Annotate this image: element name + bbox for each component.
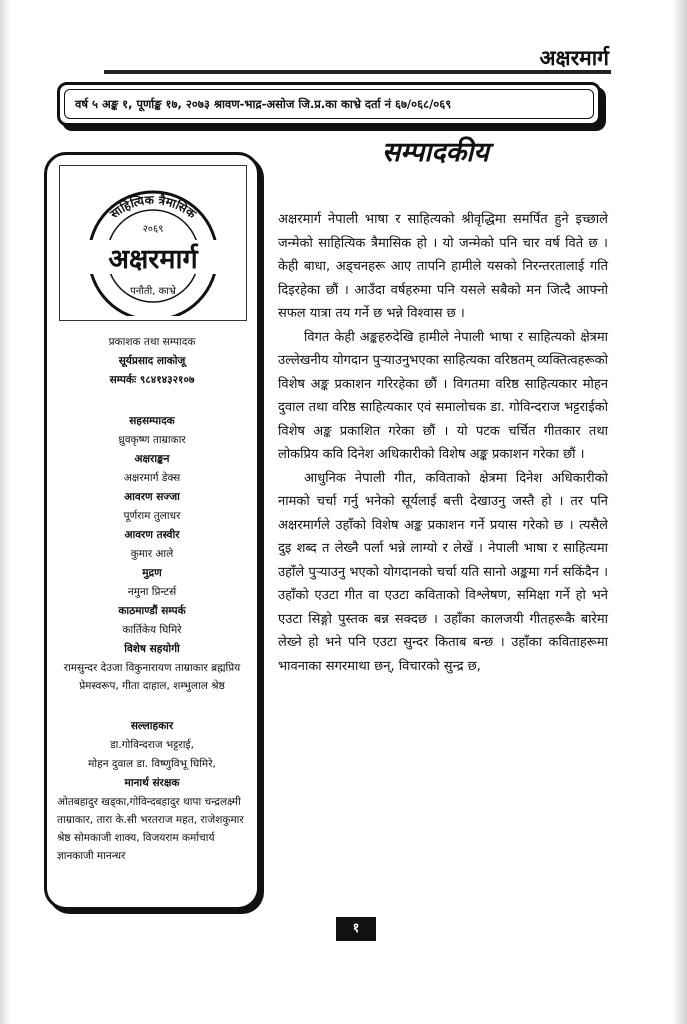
special-help-names: रामसुन्दर देउजा विकुनारायण ताम्राकार ब्रह्मप्रिय प्रेमस्वरूप, गीता दाहाल, शम्भुलाल श्रेष्ठ <box>63 662 241 692</box>
printing-name: नमुना प्रिन्टर्स <box>127 586 177 598</box>
typesetting-label: अक्षराङ्कन <box>134 453 170 465</box>
publisher-label: प्रकाशक तथा सम्पादक <box>108 336 196 348</box>
cover-photo-name: कुमार आले <box>130 548 174 560</box>
editorial-title: सम्पादकीय <box>382 137 489 168</box>
co-editor-name: ध्रुवकृष्ण ताम्राकार <box>118 434 186 446</box>
patron-names: ओतबहादुर खड्का,गोविन्दबहादुर थापा चन्द्रलक्ष्मी ताम्राकार, तारा के.सी भरतराज महत, राजेशकुमार श्रेष्ठ सोमकाजी शाक्य, विजयराम कर्माचार्य ज्ञानकाजी मानन्धर <box>57 796 244 862</box>
issue-info-box <box>57 82 601 126</box>
printing-label: मुद्रण <box>142 567 162 579</box>
issue-info-text: वर्ष ५ अङ्क १, पूर्णाङ्क १७, २०७३ श्रावण-भाद्र-असोज जि.प्र.का काभ्रे दर्ता नं ६७/०६८/०६९ <box>64 89 594 119</box>
publisher-name: सूर्यप्रसाद लाकोजू <box>118 355 186 367</box>
editorial-body <box>278 208 608 678</box>
advisor-line-2: मोहन दुवाल डा. विष्णुविभू घिमिरे, <box>88 758 216 770</box>
cover-design-label: आवरण सज्जा <box>124 491 180 503</box>
special-help-label: विशेष सहयोगी <box>124 643 180 655</box>
credits-sidebar <box>44 152 260 910</box>
co-editor-label: सहसम्पादक <box>129 415 175 427</box>
editorial-paragraph-2: विगत केही अङ्कहरुदेखि हामीले नेपाली भाषा र साहित्यको क्षेत्रमा उल्लेखनीय योगदान पुऱ्याउनुभएका साहित्यका वरिष्ठतम् व्यक्तित्वहरूको विशेष अङ्क प्रकाशन गरिरहेका छौं । विगतमा वरिष्ठ साहित्यकार मोहन दुवाल तथा वरिष्ठ साहित्यकार एवं समालोचक डा. गोविन्दराज भट्टराईको विशेष अङ्क प्रकाशित गरेका छौं । यो पटक चर्चित गीतकार तथा लोकप्रिय कवि दिनेश अधिकारीको विशेष अङ्क प्रकाशन गरेका छौं । <box>278 329 608 462</box>
typesetting-name: अक्षरमार्ग डेक्स <box>123 472 181 484</box>
ktm-contact-name: कार्तिकेय घिमिरे <box>122 624 182 636</box>
contact-number: सम्पर्कः ९८४१४३२१०७ <box>109 374 195 386</box>
advisor-label: सल्लाहकार <box>130 720 174 732</box>
patron-label: मानार्थ संरक्षक <box>124 777 180 789</box>
editorial-paragraph-3: आधुनिक नेपाली गीत, कविताको क्षेत्रमा दिनेश अधिकारीको नामको चर्चा गर्नु भनेको सूर्यलाई बत्ती देखाउनु जस्तै हो । तर पनि अक्षरमार्गले उहाँको विशेष अङ्क प्रकाशन गर्ने प्रयास गरेको छ । त्यसैले दुइ शब्द त लेख्नै पर्ला भन्ने लाग्यो र लेखें । नेपाली भाषा र साहित्यमा उहाँले पुऱ्याउनु भएको योगदानको चर्चा यति सानो अङ्कमा गर्न सकिंदैन । उहाँको एउटा गीत वा एउटा कविताको विश्लेषण, समिक्षा गर्ने हो भने एउटा सिङ्गो पुस्तक बन्न सक्दछ । उहाँका कालजयी गीतहरूकै बारेमा लेख्ने हो भने पनि एउटा सुन्दर किताब बन्छ । उहाँका कविताहरूमा भावनाका सगरमाथा छन्, विचारको सुन्द्र छ, <box>278 470 608 674</box>
page-edge-right <box>673 0 687 1024</box>
advisor-line-1: डा.गोविन्दराज भट्टराई, <box>110 739 194 751</box>
logo-arc-text: साहित्यिक त्रैमासिक <box>107 192 199 222</box>
editorial-paragraph-1: अक्षरमार्ग नेपाली भाषा र साहित्यको श्रीवृद्धिमा समर्पित हुने इच्छाले जन्मेको साहित्यिक त्रैमासिक हो । यो जन्मेको पनि चार वर्ष विते छ । केही बाधा, अड्चनहरू आए तापनि हामीले यसको निरन्तरतालाई गति दिइरहेका छौं । आउँदा वर्षहरुमा पनि यसले सबैको मन जित्दै आफ्नो सफल यात्रा तय गर्ने छ भन्ने विश्वास छ । <box>278 212 608 321</box>
cover-photo-label: आवरण तस्वीर <box>124 529 180 541</box>
logo-name: अक्षरमार्ग <box>108 244 198 275</box>
svg-text:साहित्यिक त्रैमासिक <box>107 193 200 222</box>
cover-design-name: पूर्णराम तुलाधर <box>123 510 181 522</box>
logo-year: २०६९ <box>142 224 164 235</box>
page-edge-left <box>0 0 10 1024</box>
magazine-logo <box>65 170 241 316</box>
logo-frame <box>59 165 247 321</box>
page-number: १ <box>336 917 376 941</box>
running-header-title: अक्षरमार्ग <box>539 46 609 70</box>
credits-list <box>47 333 257 865</box>
ktm-contact-label: काठमाण्डौं सम्पर्क <box>118 605 186 617</box>
logo-place: पनौती, काभ्रे <box>130 286 176 297</box>
header-rule <box>104 70 611 74</box>
